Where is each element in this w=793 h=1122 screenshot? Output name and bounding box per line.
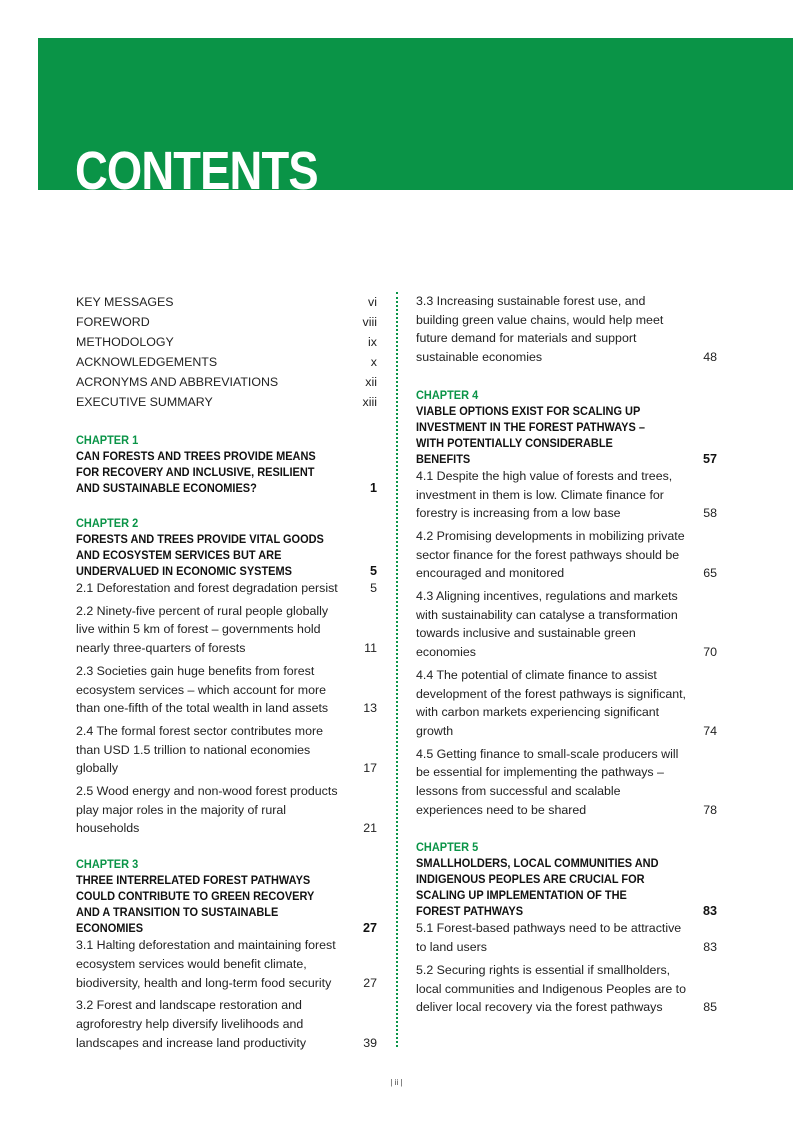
chapter-heading[interactable] (76, 448, 377, 496)
chapter-4 (416, 387, 717, 820)
column-divider (396, 292, 398, 1047)
section-page: 85 (703, 1000, 717, 1015)
section-page: 11 (364, 641, 377, 656)
toc-section[interactable] (416, 292, 717, 367)
section-title: 2.4 The formal forest sector contributes more than USD 1.5 trillion to national economies globally (76, 723, 324, 776)
chapter-title: FORESTS AND TREES PROVIDE VITAL GOODS AND ECOSYSTEM SERVICES BUT ARE UNDERVALUED IN ECONOMIC SYSTEMS (76, 532, 324, 578)
toc-section[interactable] (76, 936, 377, 992)
chapter-label: CHAPTER 1 (76, 433, 139, 447)
toc-entry-label: FOREWORD (76, 315, 150, 329)
toc-entry-page: ix (368, 335, 377, 349)
toc-section[interactable] (416, 919, 717, 956)
chapter-page: 27 (362, 921, 377, 936)
section-title: 4.4 The potential of climate finance to assist development of the forest pathways is significant, with carbon markets experiencing significant growth (416, 667, 686, 738)
chapter-5 (416, 839, 717, 1017)
toc-entry-methodology[interactable] (76, 332, 377, 352)
section-page: 13 (363, 701, 377, 716)
section-title: 2.1 Deforestation and forest degradation persist (76, 581, 338, 595)
section-page: 74 (703, 723, 717, 738)
section-page: 39 (363, 1035, 377, 1050)
chapter-label: CHAPTER 3 (76, 857, 139, 872)
chapter-page: 57 (702, 451, 717, 466)
toc-entry-foreword[interactable] (76, 312, 377, 332)
toc-entry-label: ACKNOWLEDGEMENTS (76, 355, 218, 369)
toc-section[interactable] (416, 666, 717, 741)
section-page: 5 (370, 581, 377, 595)
toc-entry-page: xii (365, 375, 377, 389)
section-title: 5.2 Securing rights is essential if smallholders, local communities and Indigenous Peoples are to deliver local recovery via the forest pathways (416, 962, 687, 1015)
toc-entry-label: ACRONYMS AND ABBREVIATIONS (76, 375, 279, 389)
chapter-heading[interactable] (76, 872, 377, 936)
section-title: 4.2 Promising developments in mobilizing private sector finance for the forest pathways should be encouraged and monitored (416, 528, 685, 581)
toc-entry-executive-summary[interactable] (76, 392, 377, 412)
section-title: 4.3 Aligning incentives, regulations and markets with sustainability can catalyse a transformation towards inclusive and sustainable green economies (416, 589, 678, 660)
chapter-2 (76, 515, 377, 838)
chapter-title: THREE INTERRELATED FOREST PATHWAYS COULD CONTRIBUTE TO GREEN RECOVERY AND A TRANSITION TO SUSTAINABLE ECONOMIES (76, 873, 315, 936)
section-title: 4.1 Despite the high value of forests and trees, investment in them is low. Climate finance for forestry is increasing from a low base (416, 468, 673, 521)
section-title: 2.3 Societies gain huge benefits from forest ecosystem services – which account for more than one-fifth of the total wealth in land assets (76, 663, 329, 716)
section-title: 4.5 Getting finance to small-scale producers will be essential for implementing the pathways – lessons from successful and scalable experiences need to be shared (416, 746, 679, 817)
chapter-label: CHAPTER 5 (416, 840, 479, 855)
toc-section[interactable] (76, 602, 377, 658)
section-page: 27 (363, 975, 377, 990)
section-page: 21 (363, 821, 377, 836)
toc-left-column (76, 292, 377, 1052)
toc-entry-acronyms[interactable] (76, 372, 377, 392)
chapter-3 (76, 856, 377, 1052)
toc-entry-page: xiii (362, 395, 377, 409)
toc-section[interactable] (76, 996, 377, 1052)
toc-section[interactable] (416, 961, 717, 1017)
toc-section[interactable] (76, 579, 377, 598)
section-title: 2.2 Ninety-five percent of rural people globally live within 5 km of forest – governments hold nearly three-quarters of forests (76, 603, 329, 656)
section-title: 5.1 Forest-based pathways need to be attractive to land users (416, 921, 682, 955)
section-page: 17 (363, 761, 377, 776)
toc-entry-label: EXECUTIVE SUMMARY (76, 395, 213, 409)
toc-entry-key-messages[interactable] (76, 292, 377, 312)
chapter-label: CHAPTER 2 (76, 516, 139, 530)
chapter-page: 5 (369, 564, 377, 578)
toc-section[interactable] (416, 527, 717, 583)
section-page: 65 (703, 566, 717, 581)
chapter-page: 83 (702, 904, 717, 919)
section-title: 3.2 Forest and landscape restoration and agroforestry help diversify livelihoods and landscapes and increase land productivity (76, 998, 307, 1050)
section-page: 58 (703, 506, 717, 521)
toc-entry-label: METHODOLOGY (76, 335, 174, 349)
header-banner (38, 38, 793, 190)
toc-section[interactable] (416, 587, 717, 662)
section-title: 3.1 Halting deforestation and maintaining forest ecosystem services would benefit climate, biodiversity, health and long-term food security (76, 938, 336, 990)
chapter-label: CHAPTER 4 (416, 387, 479, 402)
front-matter-list (76, 292, 377, 412)
chapter-page: 1 (369, 481, 377, 495)
page-number: | ii | (390, 1078, 403, 1087)
section-page: 70 (703, 645, 717, 660)
chapter-heading[interactable] (416, 855, 717, 919)
section-title: 3.3 Increasing sustainable forest use, and building green value chains, would help meet future demand for materials and support sustainable economies (416, 294, 664, 365)
chapter-1 (76, 432, 377, 496)
section-page: 78 (703, 802, 717, 817)
toc-entry-acknowledgements[interactable] (76, 352, 377, 372)
section-title: 2.5 Wood energy and non-wood forest products play major roles in the majority of rural households (76, 784, 338, 836)
toc-section[interactable] (416, 745, 717, 820)
toc-entry-label: KEY MESSAGES (76, 295, 174, 309)
chapter-title: CAN FORESTS AND TREES PROVIDE MEANS FOR RECOVERY AND INCLUSIVE, RESILIENT AND SUSTAINABLE ECONOMIES? (76, 449, 316, 495)
toc-section[interactable] (76, 722, 377, 778)
toc-entry-page: viii (362, 315, 377, 329)
section-page: 83 (703, 940, 717, 955)
chapter-title: SMALLHOLDERS, LOCAL COMMUNITIES AND INDIGENOUS PEOPLES ARE CRUCIAL FOR SCALING UP IMPLEMENTATION OF THE FOREST PATHWAYS (416, 856, 659, 919)
toc-section[interactable] (76, 782, 377, 838)
section-page: 48 (703, 350, 717, 365)
toc-entry-page: x (370, 355, 377, 369)
chapter-heading[interactable] (76, 531, 377, 579)
chapter-heading[interactable] (416, 403, 717, 467)
toc-section[interactable] (416, 467, 717, 523)
chapter-title: VIABLE OPTIONS EXIST FOR SCALING UP INVESTMENT IN THE FOREST PATHWAYS – WITH POTENTIALLY CONSIDERABLE BENEFITS (416, 403, 645, 466)
toc-right-column (416, 292, 717, 1017)
toc-section[interactable] (76, 662, 377, 718)
toc-entry-page: vi (368, 295, 377, 309)
page-title: CONTENTS (75, 141, 318, 190)
